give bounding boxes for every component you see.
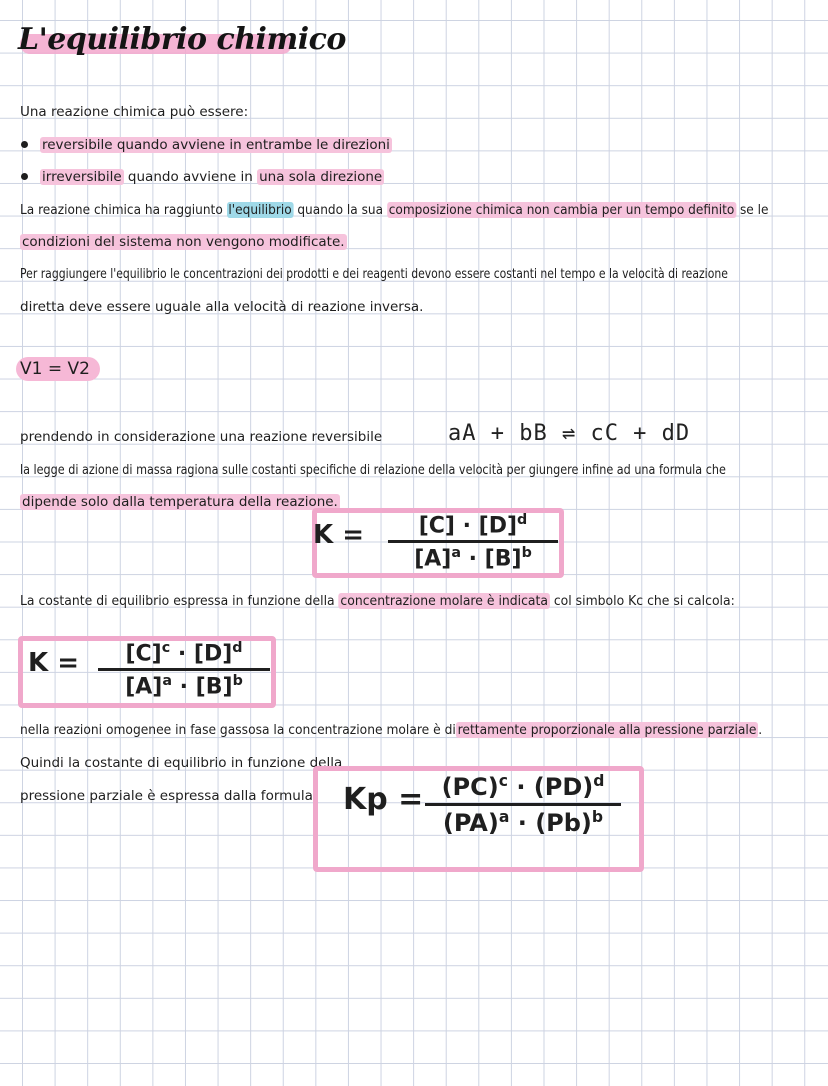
gas-text: nella reazioni omogenee in fase gassosa la concentrazione molare è di rettamente proporzionale alla pressione parziale . xyxy=(20,722,763,738)
bullet-dot xyxy=(21,173,28,180)
mass-action-line2: dipende solo dalla temperatura della reazione. xyxy=(22,494,338,510)
kc-text: La costante di equilibrio espressa in funzione della concentrazione molare è indicata col simbolo Kc che si calcola: xyxy=(20,593,735,609)
formula-kc-denominator: $[A]^a \cdot [B]^b$ xyxy=(125,672,243,700)
formula-k-numerator: $[C] \cdot [D]^d$ xyxy=(418,512,528,539)
paragraph-conditions-line2: diretta deve essere uguale alla velocità di reazione inversa. xyxy=(20,299,424,315)
formula-k-label: K = xyxy=(313,520,364,550)
bullet-reversibile: reversibile quando avviene in entrambe le direzioni xyxy=(42,137,390,153)
formula-kc-numerator: $[C]^c \cdot [D]^d$ xyxy=(125,640,243,667)
formula-kc-label: K = xyxy=(28,648,79,678)
bullet-dot xyxy=(21,141,28,148)
formula-kp-label: Kp = xyxy=(343,782,424,817)
formula-k-denominator: $[A]^a \cdot [B]^b$ xyxy=(414,544,532,572)
velocity-equation: V1 = V2 xyxy=(16,357,100,381)
intro-text: Una reazione chimica può essere: xyxy=(20,104,249,120)
fraction-bar xyxy=(98,668,270,671)
page-title: L'equilibrio chimico xyxy=(18,22,346,57)
formula-kc-fraction xyxy=(98,640,270,699)
paragraph-conditions-line1: Per raggiungere l'equilibrio le concentrazioni dei prodotti e dei reagenti devono essere costanti nel tempo e la velocità di reazione xyxy=(20,266,728,282)
formula-kp-fraction xyxy=(425,772,621,837)
reaction-equation: aA + bB ⇌ cC + dD xyxy=(448,421,691,446)
bullet-irreversibile: irreversibile quando avviene in una sola direzione xyxy=(42,169,383,185)
kp-intro-line2: pressione parziale è espressa dalla formula: xyxy=(20,788,318,804)
reversible-text: prendendo in considerazione una reazione reversibile xyxy=(20,429,383,445)
paragraph-equilibrium-line2: condizioni del sistema non vengono modificate. xyxy=(22,234,345,250)
fraction-bar xyxy=(388,540,558,543)
fraction-bar xyxy=(425,803,621,806)
formula-k-fraction xyxy=(388,512,558,571)
paragraph-equilibrium: La reazione chimica ha raggiunto l'equilibrio quando la sua composizione chimica non cambia per un tempo definito se le xyxy=(20,202,769,218)
formula-kp-denominator: $(PA)^a \cdot (Pb)^b$ xyxy=(442,807,604,837)
formula-kp-numerator: (PC)$^c$ · (PD)$^d$ xyxy=(441,772,605,801)
kp-intro-line1: Quindi la costante di equilibrio in funzione della xyxy=(20,755,343,771)
mass-action-line1: la legge di azione di massa ragiona sulle costanti specifiche di relazione della velocità per giungere infine ad una formula che xyxy=(20,462,726,478)
